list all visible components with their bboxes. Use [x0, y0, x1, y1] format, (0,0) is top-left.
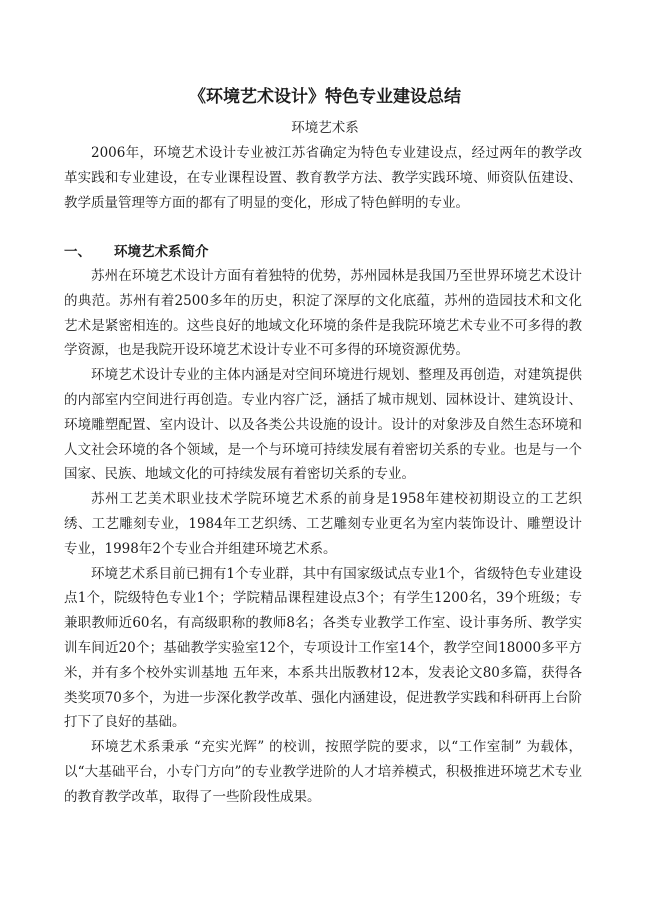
section-body: [64, 264, 582, 810]
paragraph: 环境艺术系目前已拥有1个专业群，其中有国家级试点专业1个，省级特色专业建设点1个，院级特色专业1个；学院精品课程建设点3个；有学生1200名，39个班级；专兼职教师近60名，有高级职称的教师8名；各类专业教学工作室、设计事务所、教学实训车间近20个；基础教学实验室12个，专项设计工作室14个，教学空间18000多平方米，并有多个校外实训基地 五年来，本系共出版教材12本，发表论文80多篇，获得各类奖项70多个，为进一步深化教学改革、强化内涵建设，促进教学实践和科研再上台阶打下了良好的基础。: [64, 565, 582, 731]
section-number: 一、: [64, 244, 91, 260]
section-heading: [64, 240, 582, 264]
section-heading-text: 环境艺术系简介: [114, 244, 209, 260]
intro-paragraph: 2006年，环境艺术设计专业被江苏省确定为特色专业建设点，经过两年的教学改革实践和专业建设，在专业课程设置、教育教学方法、教学实践环境、师资队伍建设、教学质量管理等方面的都有了明显的变化，形成了特色鲜明的专业。: [64, 145, 582, 211]
intro-block: [64, 141, 582, 215]
paragraph: 环境艺术设计专业的主体内涵是对空间环境进行规划、整理及再创造，对建筑提供的内部室内空间进行再创造。专业内容广泛，涵括了城市规划、园林设计、建筑设计、环境雕塑配置、室内设计、以及各类公共设施的设计。设计的对象涉及自然生态环境和人文社会环境的各个领域，是一个与环境可持续发展有着密切关系的专业。也是与一个国家、民族、地域文化的可持续发展有着密切关系的专业。: [64, 367, 582, 483]
paragraph: 环境艺术系秉承 “充实光辉” 的校训，按照学院的要求，以“工作室制” 为载体，以“大基础平台，小专门方向”的专业教学进阶的人才培养模式，积极推进环境艺术专业的教育教学改革，取得了一些阶段性成果。: [64, 739, 582, 805]
document-subtitle: 环境艺术系: [291, 120, 359, 136]
document-title: 《环境艺术设计》特色专业建设总结: [189, 87, 461, 107]
paragraph: 苏州在环境艺术设计方面有着独特的优势，苏州园林是我国乃至世界环境艺术设计的典范。苏州有着2500多年的历史，积淀了深厚的文化底蕴，苏州的造园技术和文化艺术是紧密相连的。这些良好的地域文化环境的条件是我院环境艺术专业不可多得的教学资源，也是我院开设环境艺术设计专业不可多得的环境资源优势。: [64, 268, 582, 359]
paragraph: 苏州工艺美术职业技术学院环境艺术系的前身是1958年建校初期设立的工艺织绣、工艺雕刻专业，1984年工艺织绣、工艺雕刻专业更名为室内装饰设计、雕塑设计专业，1998年2个专业合并组建环境艺术系。: [64, 491, 582, 557]
